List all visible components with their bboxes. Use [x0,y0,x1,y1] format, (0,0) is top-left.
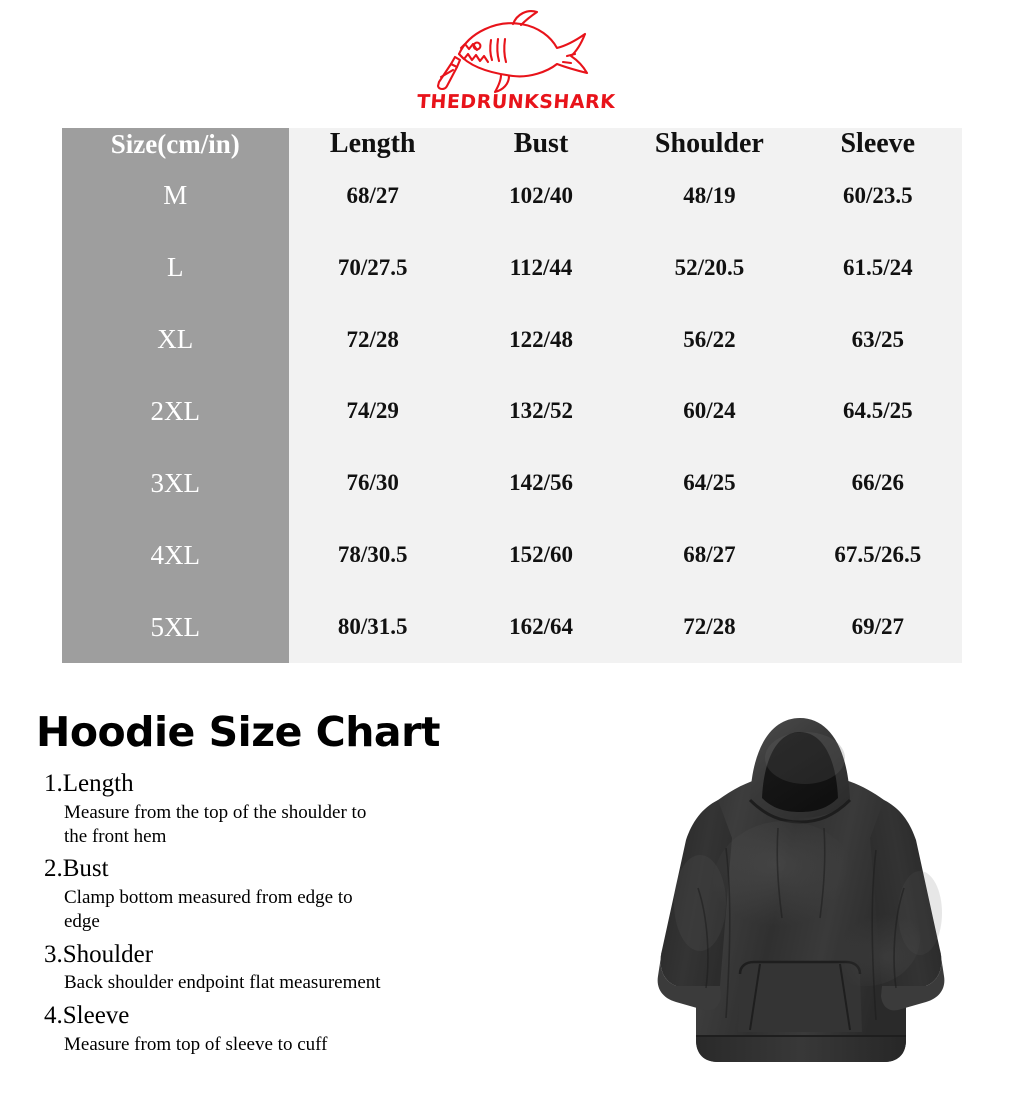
cell-bust: 152/60 [457,519,625,591]
cell-sleeve: 64.5/25 [794,376,962,448]
note-heading: 4.Sleeve [44,1002,130,1029]
table-row [62,304,962,376]
wash-highlight-4 [674,855,726,951]
table-row [62,160,962,232]
cell-sleeve: 63/25 [794,304,962,376]
size-chart-table [62,128,962,663]
note-bust [44,855,564,933]
cell-bust: 122/48 [457,304,625,376]
cell-size: 4XL [62,519,289,591]
table-row [62,591,962,663]
table-row [62,447,962,519]
page-title: Hoodie Size Chart [36,708,440,756]
cell-size: 5XL [62,591,289,663]
cell-bust: 132/52 [457,376,625,448]
cell-size: L [62,232,289,304]
cell-length: 70/27.5 [289,232,457,304]
cell-length: 76/30 [289,447,457,519]
column-header-sleeve: Sleeve [794,128,962,160]
brand-name: THEDRUNKSHARK [416,90,617,113]
cell-size: M [62,160,289,232]
cell-size: 3XL [62,447,289,519]
note-sleeve [44,1002,564,1057]
measurement-notes [44,770,564,1064]
cell-size: 2XL [62,376,289,448]
column-header-shoulder: Shoulder [625,128,793,160]
note-length [44,770,564,848]
cell-shoulder: 64/25 [625,447,793,519]
note-shoulder [44,941,564,996]
note-body: Measure from the top of the shoulder to the front hem [64,801,367,847]
cell-shoulder: 60/24 [625,376,793,448]
wash-highlight-5 [898,871,942,955]
cell-length: 80/31.5 [289,591,457,663]
note-heading: 1.Length [44,770,134,797]
note-heading: 3.Shoulder [44,940,154,968]
cell-bust: 142/56 [457,447,625,519]
cell-length: 74/29 [289,376,457,448]
wash-highlight-3 [765,732,845,784]
table-header-row [62,128,962,160]
cell-sleeve: 60/23.5 [794,160,962,232]
cell-shoulder: 68/27 [625,519,793,591]
table-row [62,519,962,591]
column-header-length: Length [289,128,457,160]
cell-length: 68/27 [289,160,457,232]
cell-size: XL [62,304,289,376]
cell-shoulder: 56/22 [625,304,793,376]
cell-shoulder: 48/19 [625,160,793,232]
hoodie-illustration [600,688,1000,1098]
hoodie-photo [600,688,1000,1098]
cell-length: 72/28 [289,304,457,376]
note-body: Back shoulder endpoint flat measurement [64,972,381,994]
cell-sleeve: 66/26 [794,447,962,519]
cell-shoulder: 52/20.5 [625,232,793,304]
table-row [62,232,962,304]
cell-bust: 162/64 [457,591,625,663]
note-heading: 2.Bust [44,855,109,883]
column-header-bust: Bust [457,128,625,160]
cell-sleeve: 61.5/24 [794,232,962,304]
note-body: Measure from top of sleeve to cuff [64,1033,328,1055]
cell-sleeve: 69/27 [794,591,962,663]
column-header-size: Size(cm/in) [62,128,289,160]
cell-bust: 102/40 [457,160,625,232]
brand-logo [0,8,1024,116]
note-body: Clamp bottom measured from edge to edge [64,887,353,932]
cell-length: 78/30.5 [289,519,457,591]
cell-sleeve: 67.5/26.5 [794,519,962,591]
cell-bust: 112/44 [457,232,625,304]
shark-logo-icon [417,10,607,95]
hoodie-hem [696,1036,906,1062]
table-row [62,376,962,448]
cell-shoulder: 72/28 [625,591,793,663]
